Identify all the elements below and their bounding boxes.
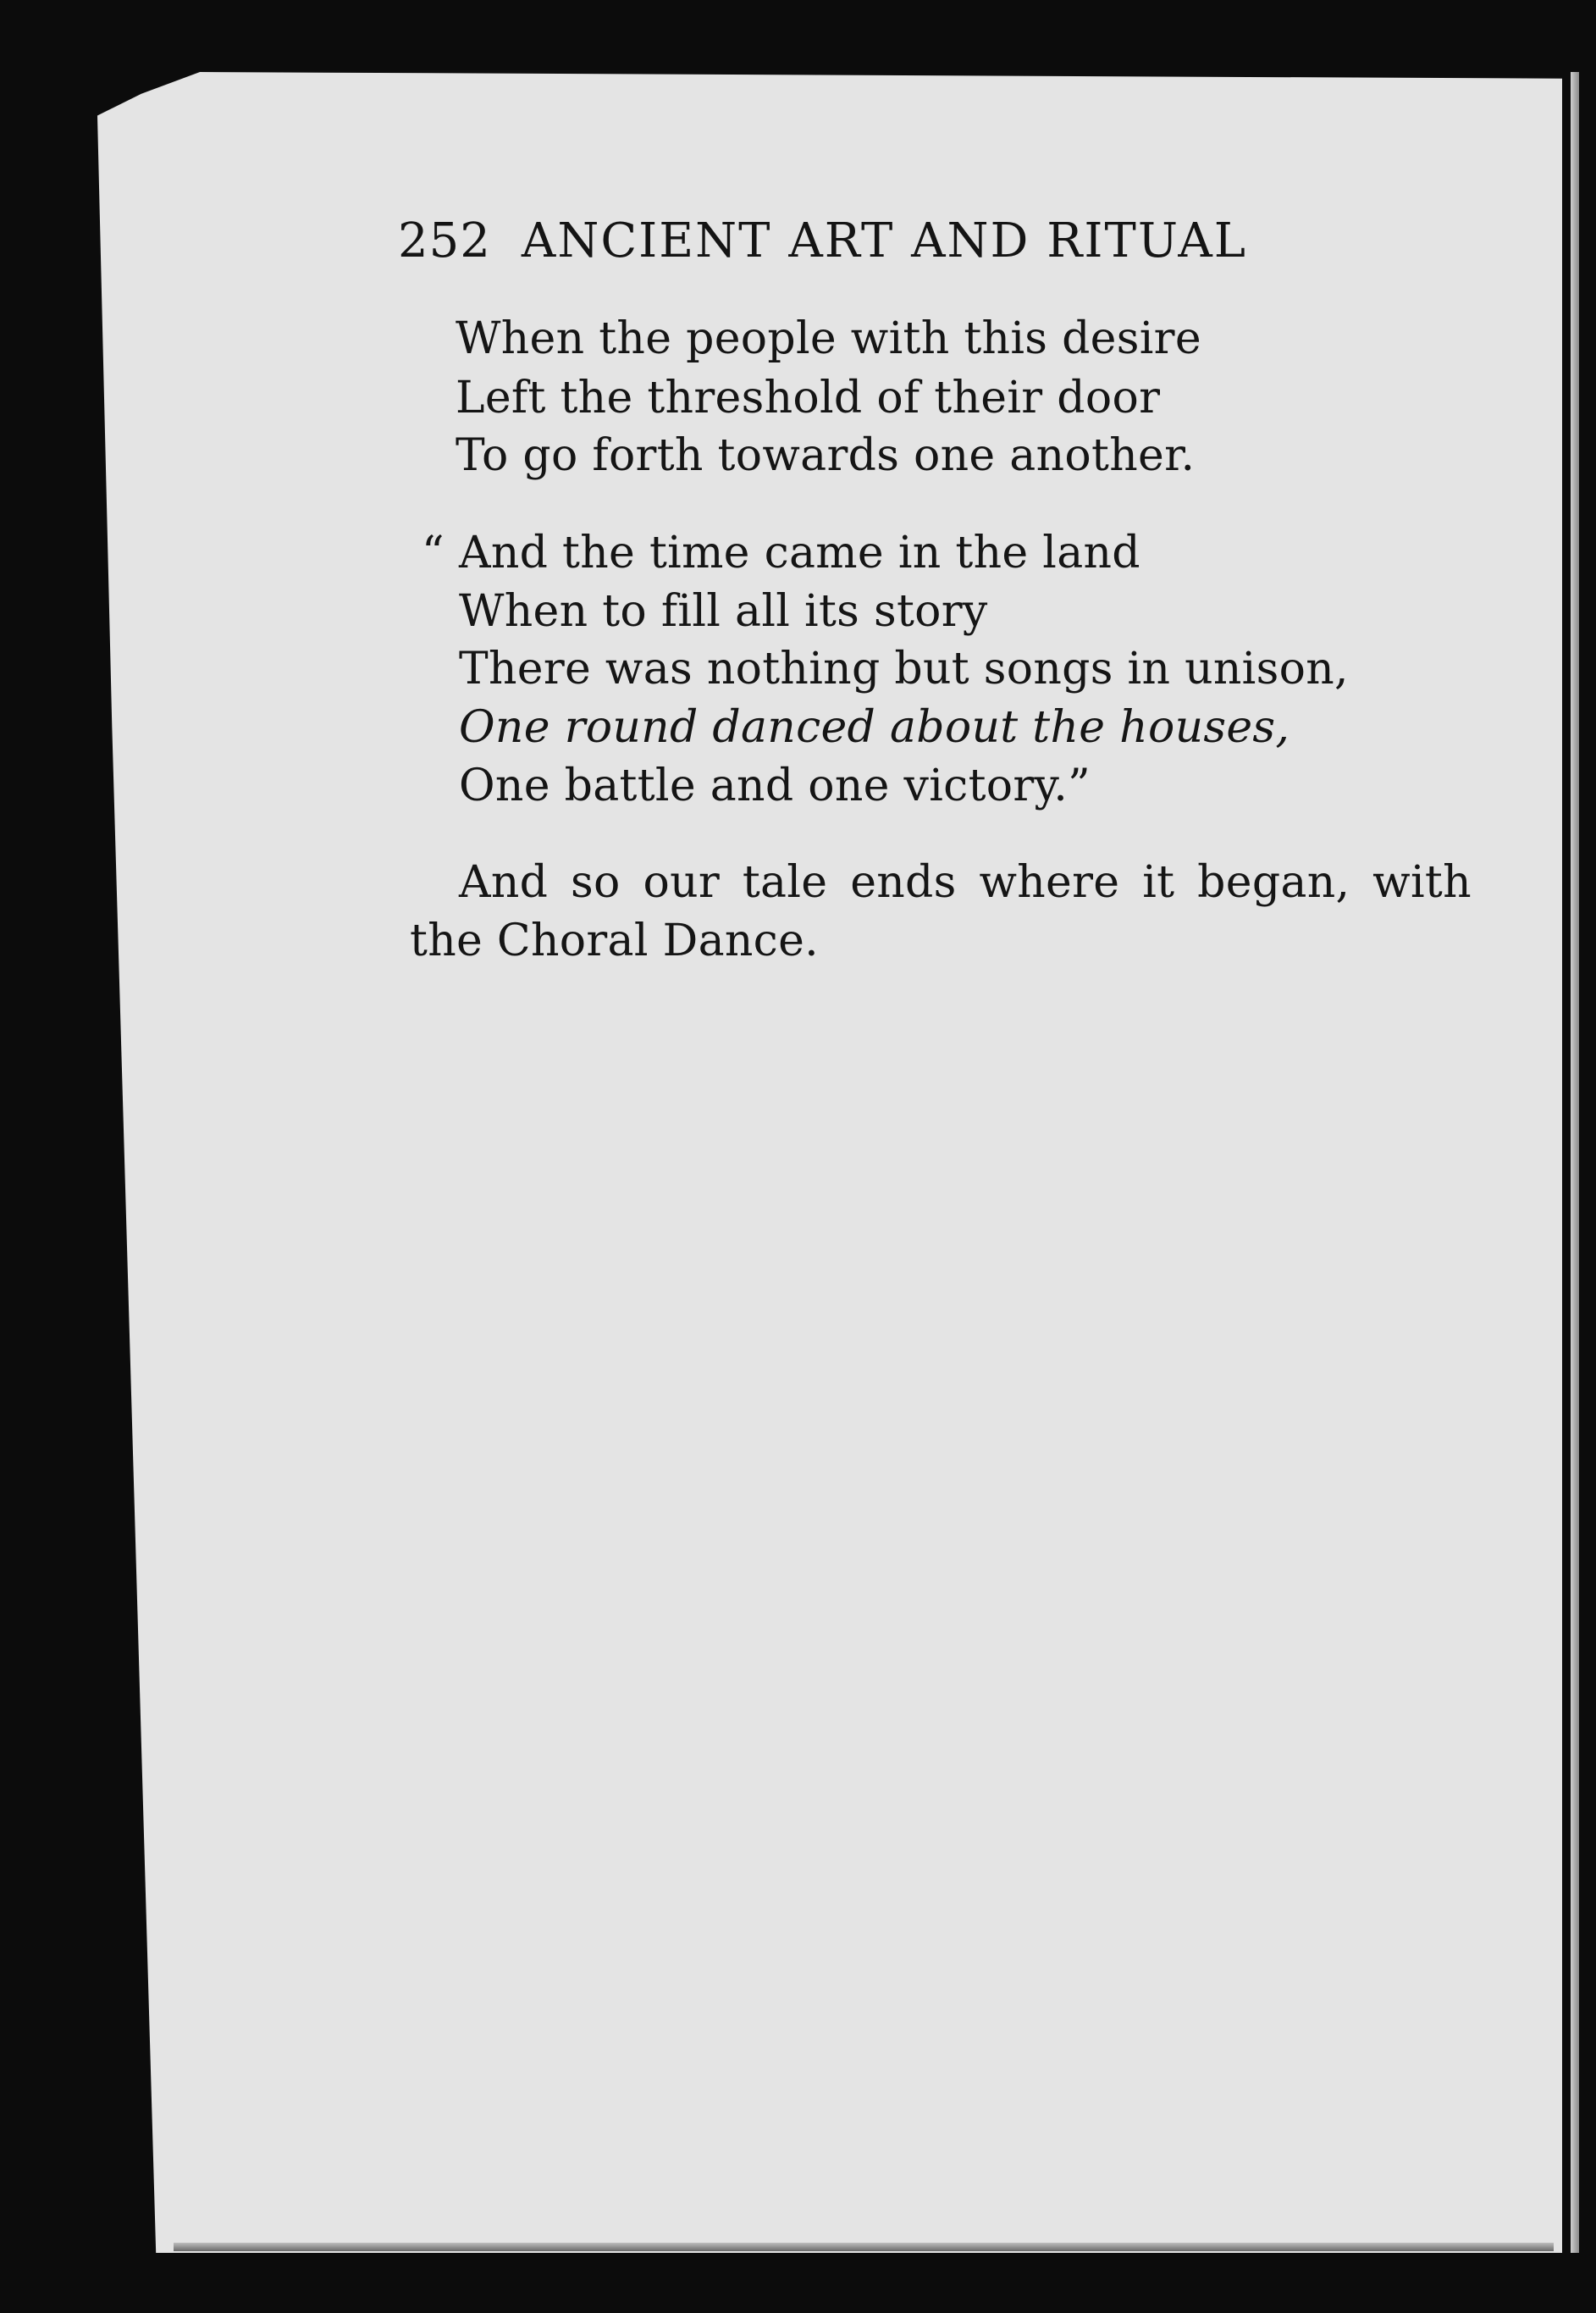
running-header xyxy=(398,213,1247,268)
page-number: 252 xyxy=(398,213,491,268)
page-right-edge xyxy=(1571,72,1579,2253)
paragraph-line: And so our tale ends where it began, with xyxy=(459,857,1472,908)
verse-line: To go forth towards one another. xyxy=(456,430,1196,481)
verse-line-italic: One round danced about the houses, xyxy=(459,702,1290,753)
running-title: ANCIENT ART AND RITUAL xyxy=(521,213,1247,268)
verse-line: One battle and one victory.” xyxy=(459,761,1091,811)
verse-line: “ And the time came in the land xyxy=(422,528,1140,578)
verse-line: There was nothing but songs in unison, xyxy=(459,644,1349,694)
paragraph-line: the Choral Dance. xyxy=(410,916,820,966)
page-bottom-edge xyxy=(174,2243,1554,2251)
opening-quote: “ xyxy=(422,528,445,578)
verse-line: When to fill all its story xyxy=(459,586,988,637)
verse-line: When the people with this desire xyxy=(456,313,1201,364)
verse-line: Left the threshold of their door xyxy=(456,373,1161,423)
